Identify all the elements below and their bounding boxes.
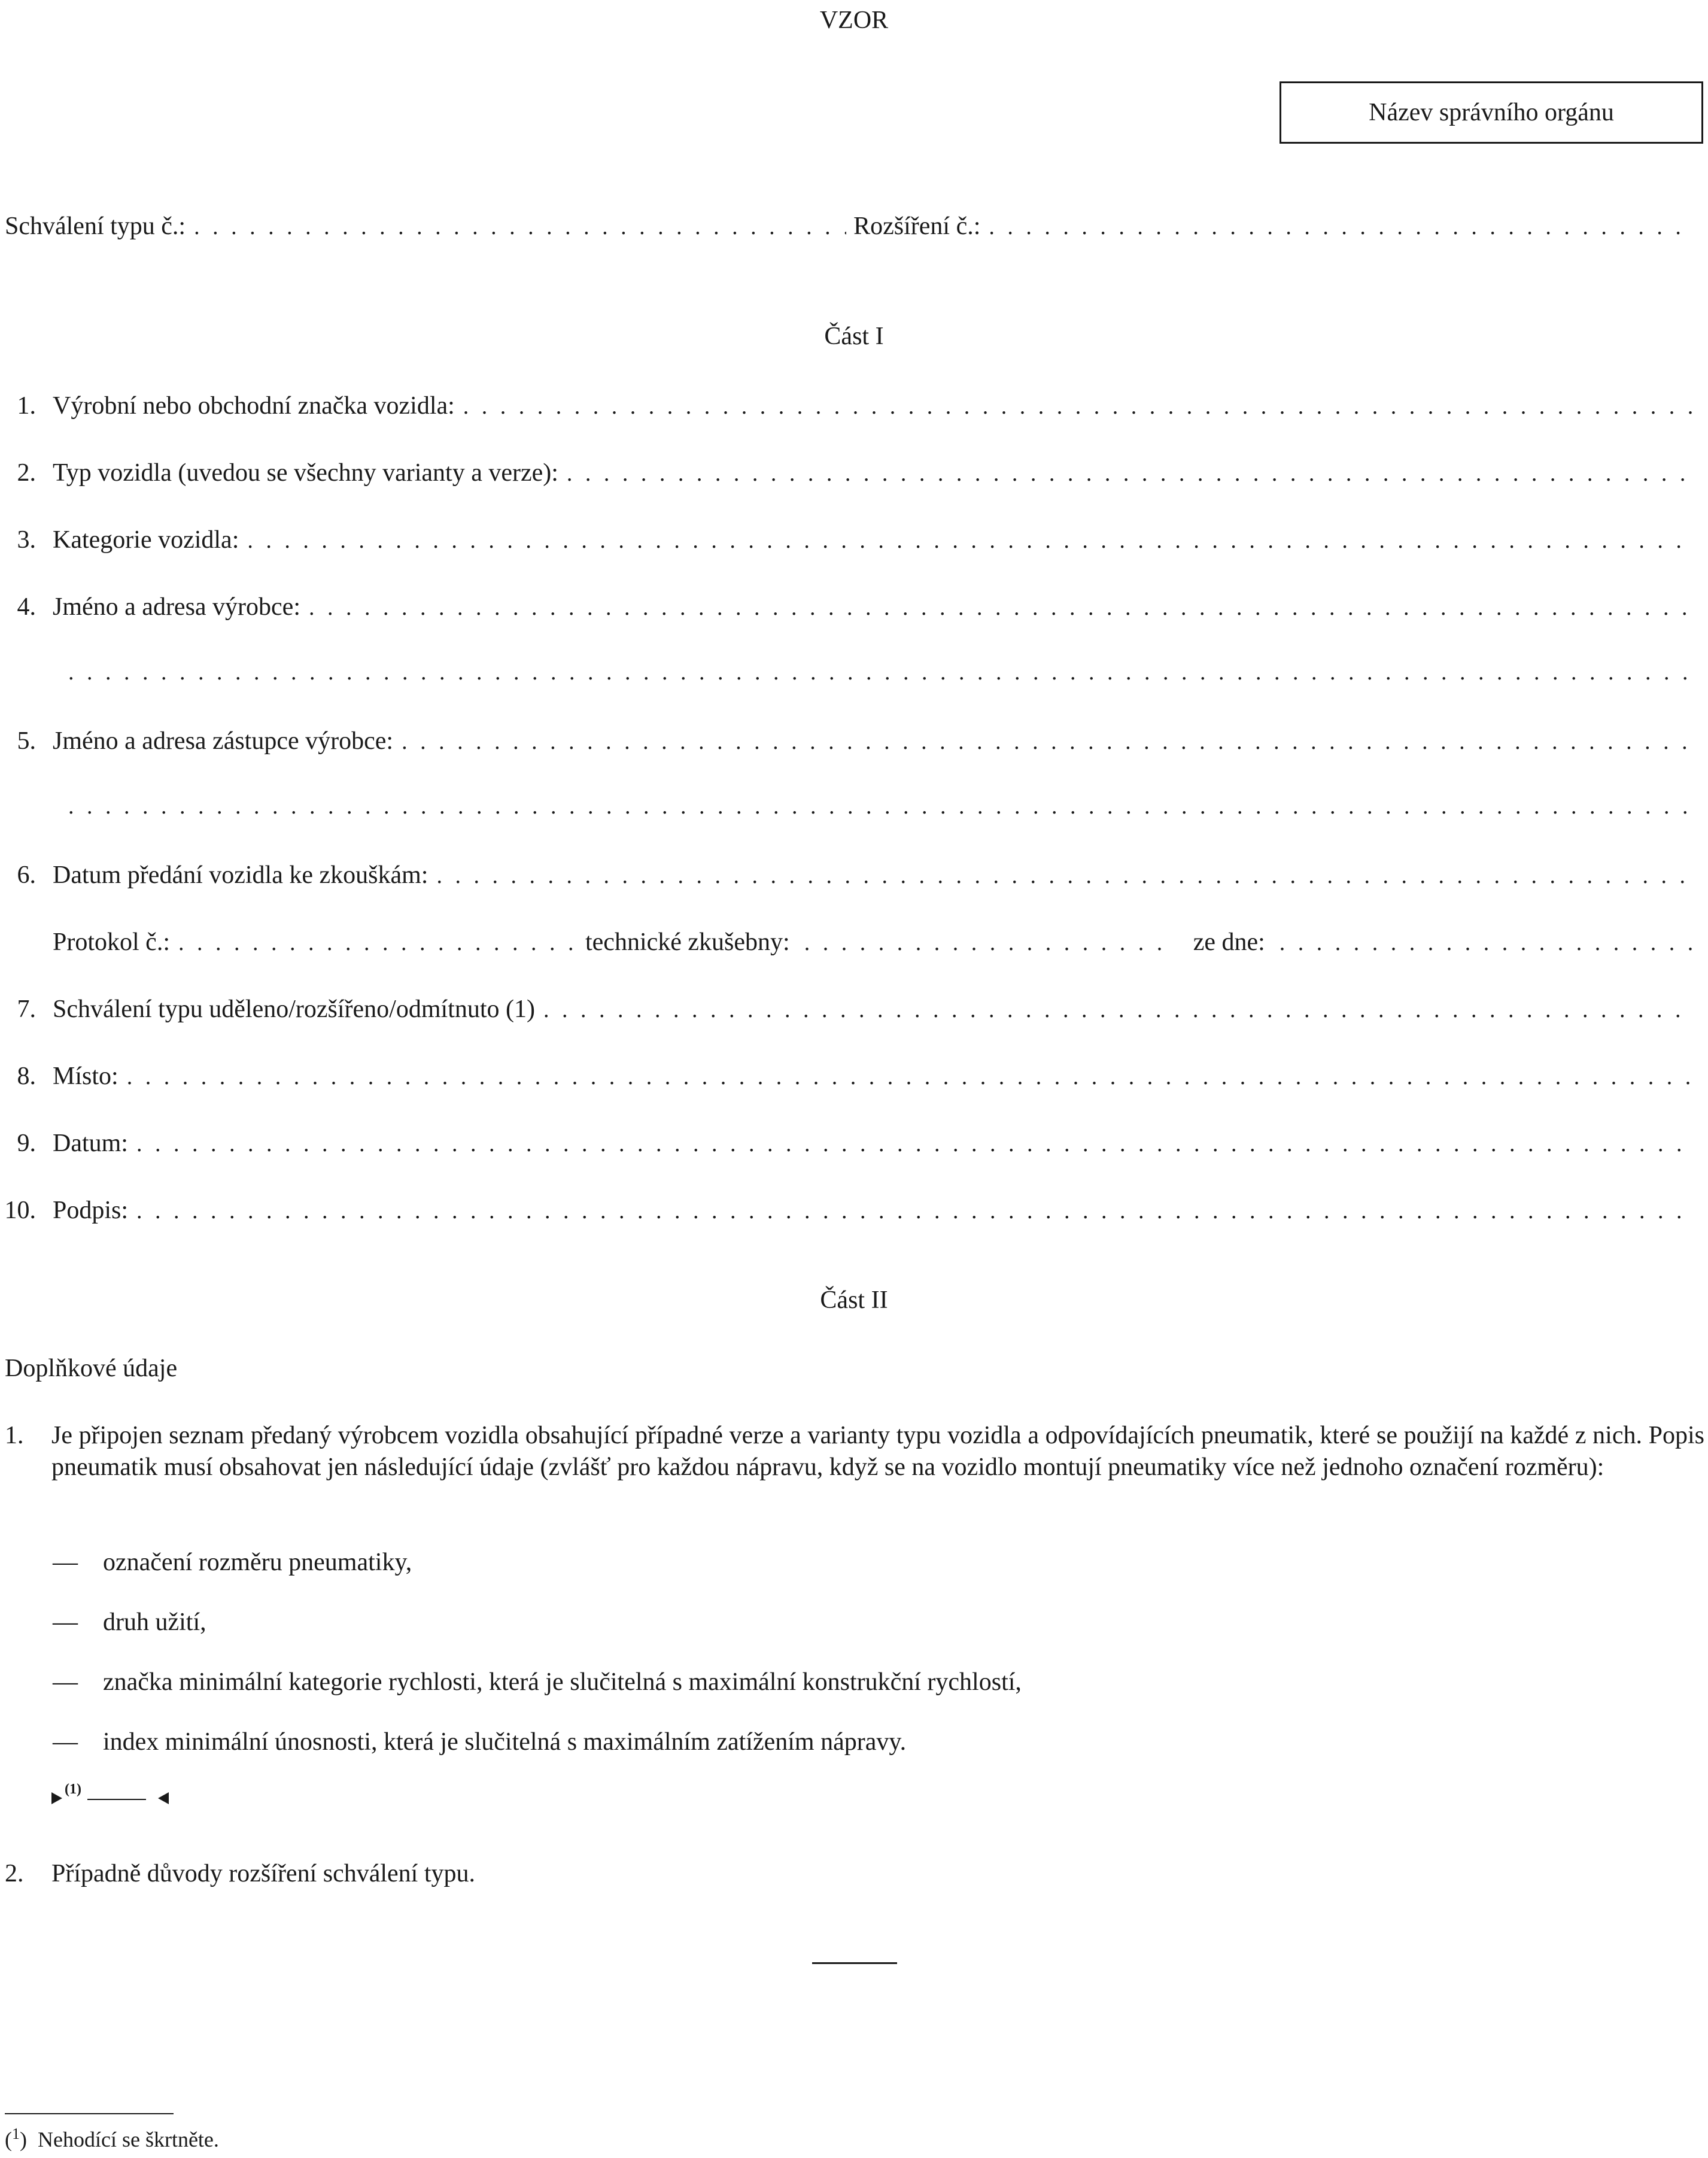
item-number: 3. <box>17 526 36 554</box>
approval-number-field[interactable] <box>194 213 846 242</box>
dash-glyph: — <box>53 1668 78 1696</box>
footnote-divider <box>5 2113 174 2114</box>
place-label: Místo: <box>53 1063 118 1090</box>
part2-heading: Část II <box>820 1286 888 1314</box>
approval-number-row <box>0 211 1694 242</box>
date-label: Datum: <box>53 1130 128 1157</box>
item-number: 2. <box>5 1860 24 1887</box>
bullet-text: značka minimální kategorie rychlosti, která je slučitelná s maximální konstrukční rychlostí, <box>103 1668 1022 1696</box>
form-line-4-continuation <box>0 658 1694 687</box>
vehicle-category-label: Kategorie vozidla: <box>53 526 239 554</box>
manufacturer-field-continued[interactable] <box>68 658 1694 687</box>
place-field[interactable] <box>127 1063 1694 1092</box>
footnote-text: Nehodící se škrtněte. <box>38 2127 219 2151</box>
form-line-5-continuation <box>0 793 1694 821</box>
item-number: 2. <box>17 459 36 487</box>
form-line-1 <box>0 390 1694 422</box>
bullet-text: druh užití, <box>103 1608 206 1636</box>
approval-status-field[interactable] <box>543 996 1694 1025</box>
signature-label: Podpis: <box>53 1197 129 1224</box>
form-line-6 <box>0 860 1694 891</box>
bullet-text: index minimální únosnosti, která je slučitelná s maximálním zatížením nápravy. <box>103 1728 907 1756</box>
form-line-7 <box>0 994 1694 1025</box>
item-number: 8. <box>17 1063 36 1090</box>
protocol-number-label: Protokol č.: <box>53 928 170 956</box>
make-field[interactable] <box>463 393 1694 421</box>
extension-reasons-text: Případně důvody rozšíření schválení typu. <box>51 1860 476 1887</box>
bullet-speed-category <box>53 1667 1022 1698</box>
signature-field[interactable] <box>136 1197 1694 1226</box>
manufacturer-field[interactable] <box>309 594 1694 623</box>
vehicle-type-label: Typ vozidla (uvedou se všechny varianty a verze): <box>53 459 558 487</box>
approval-status-label: Schválení typu uděleno/rozšířeno/odmítnuto (1) <box>53 995 535 1023</box>
protocol-date-field[interactable] <box>1280 929 1694 958</box>
vehicle-category-field[interactable] <box>247 527 1694 556</box>
footnote: ($^1$) Nehodící se škrtněte. <box>5 2125 219 2151</box>
submission-date-field[interactable] <box>436 862 1694 891</box>
item-number: 7. <box>17 995 36 1023</box>
amendment-ref: (1) <box>65 1781 81 1797</box>
make-label: Výrobní nebo obchodní značka vozidla: <box>53 392 455 420</box>
protocol-number-field[interactable] <box>178 929 573 958</box>
technical-service-field[interactable] <box>804 929 1175 958</box>
form-line-8 <box>0 1061 1694 1092</box>
form-line-9 <box>0 1128 1694 1160</box>
footnote-mark: 1 <box>12 2125 20 2142</box>
item-number: 4. <box>17 593 36 621</box>
bullet-text: označení rozměru pneumatiky, <box>103 1549 412 1576</box>
bullet-load-index <box>53 1726 906 1758</box>
part1-heading: Část I <box>824 323 884 350</box>
representative-label: Jméno a adresa zástupce výrobce: <box>53 727 394 755</box>
dash-glyph: — <box>53 1728 78 1756</box>
form-line-2 <box>0 457 1694 489</box>
protocol-row <box>0 927 1694 958</box>
representative-field[interactable] <box>402 728 1694 757</box>
form-line-4 <box>0 591 1694 623</box>
protocol-date-label: ze dne: <box>1193 928 1265 956</box>
item-number: 5. <box>17 727 36 755</box>
item-number: 9. <box>17 1130 36 1157</box>
date-field[interactable] <box>136 1130 1694 1159</box>
submission-date-label: Datum předání vozidla ke zkouškám: <box>53 861 428 889</box>
dash-glyph: — <box>53 1608 78 1636</box>
vehicle-type-field[interactable] <box>567 460 1694 488</box>
bullet-usage <box>53 1607 206 1638</box>
authority-name-box[interactable] <box>1280 81 1703 144</box>
item-number: 6. <box>17 861 36 889</box>
additional-info-heading: Doplňkové údaje <box>5 1355 178 1382</box>
form-line-3 <box>0 524 1694 556</box>
technical-service-label: technické zkušebny: <box>585 928 790 956</box>
authority-name-label: Název správního orgánu <box>1369 98 1614 126</box>
tyre-list-paragraph: Je připojen seznam předaný výrobcem vozidla obsahující případné verze a varianty typu vozidla a odpovídajících pneumatik, které se použijí na každé z nich. Popis pneumatik musí obsahovat jen následující údaje (zvlášť pro každou nápravu, když se na vozidlo montují pneumatiky více než jednoho označení rozměru): <box>51 1422 1704 1481</box>
item-number: 1. <box>17 392 36 420</box>
page-title: VZOR <box>819 7 889 34</box>
approval-number-label: Schválení typu č.: <box>5 213 186 240</box>
end-separator <box>812 1962 897 1964</box>
extension-number-label: Rozšíření č.: <box>853 213 981 240</box>
manufacturer-label: Jméno a adresa výrobce: <box>53 593 300 621</box>
extension-number-field[interactable] <box>989 213 1694 242</box>
form-line-10 <box>0 1195 1694 1227</box>
form-line-5 <box>0 726 1694 757</box>
bullet-tyre-size <box>53 1547 412 1579</box>
dash-glyph: — <box>53 1549 78 1576</box>
item-number: 10. <box>4 1197 36 1224</box>
amendment-marker <box>51 1781 183 1810</box>
representative-field-continued[interactable] <box>68 793 1694 821</box>
item-number: 1. <box>5 1422 24 1449</box>
